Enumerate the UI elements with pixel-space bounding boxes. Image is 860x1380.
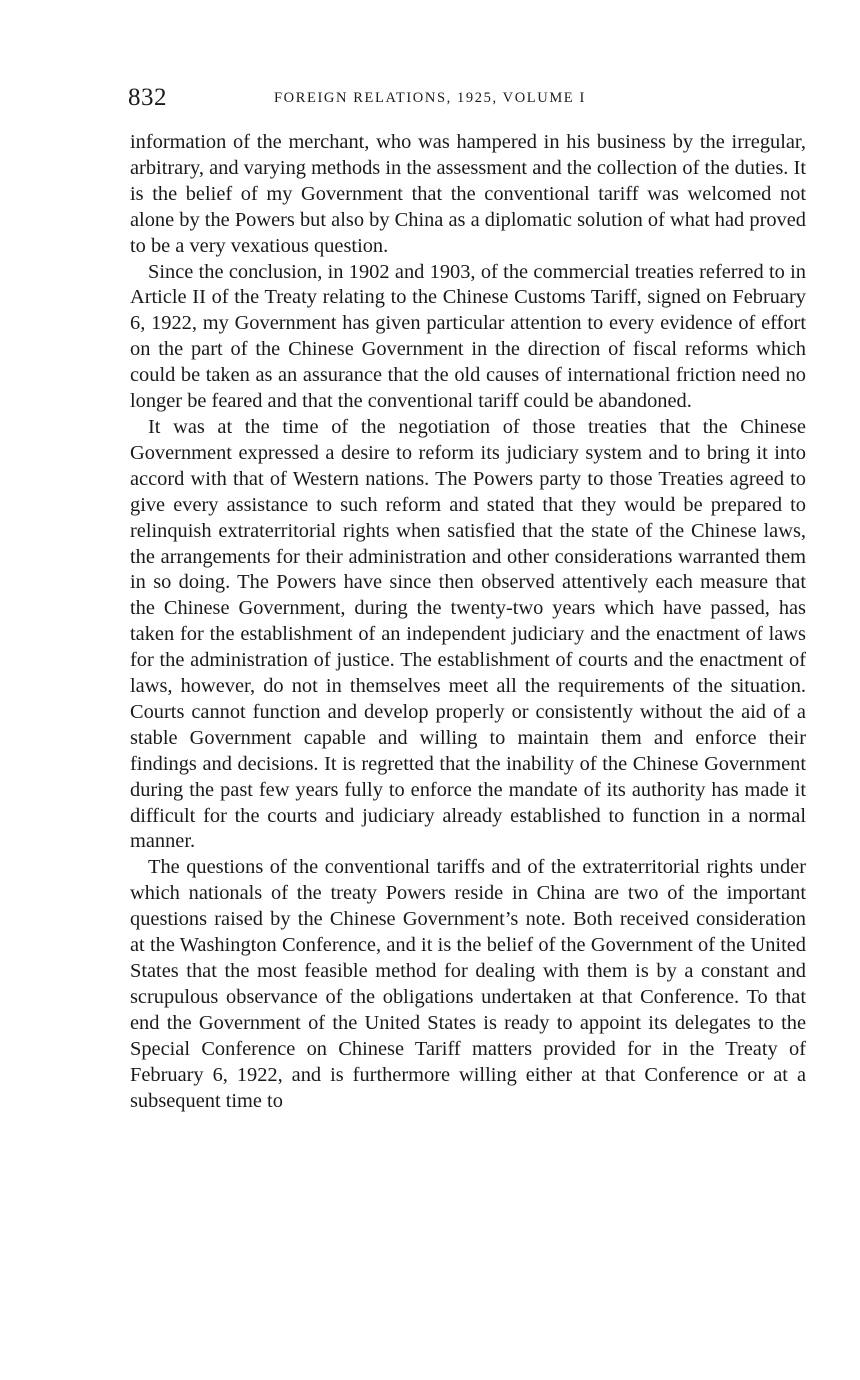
page-number: 832 [128,84,167,111]
paragraph-conventional-tariffs: The questions of the conventional tariffs and of the extraterritorial rights under which nationals of the treaty Powers reside in China are two of the important questions raised by the Chinese Government’s note. Both received consideration at the Washington Conference, and it is the belief of the Government of the United States that the most feasible method for dealing with them is by a constant and scrupulous observance of the obligations undertaken at that Conference. To that end the Government of the United States is ready to appoint its delegates to the Special Conference on Chinese Tariff matters provided for in the Treaty of February 6, 1922, and is furthermore willing either at that Conference or at a subsequent time to [130,856,806,1112]
paragraph-commercial-treaties: Since the conclusion, in 1902 and 1903, of the commercial treaties referred to in Article II of the Treaty relating to the Chinese Customs Tariff, signed on February 6, 1922, my Government has given particular attention to every evidence of effort on the part of the Chinese Government in the direction of fiscal reforms which could be taken as an assurance that the old causes of international friction need no longer be feared and that the conventional tariff could be abandoned. [130,260,806,413]
running-head-title: FOREIGN RELATIONS, 1925, VOLUME I [274,90,586,106]
paragraph-judiciary-reform: It was at the time of the negotiation of those treaties that the Chinese Government expressed a desire to reform its judiciary system and to bring it into accord with that of Western nations. The Powers party to those Treaties agreed to give every assistance to such reform and stated that they would be prepared to relinquish extraterritorial rights when satisfied that the state of the Chinese laws, the arrangements for their administration and other considerations warranted them in so doing. The Powers have since then observed attentively each measure that the Chinese Government, during the twenty-two years which have passed, has taken for the establishment of an independent judiciary and the enactment of laws for the administration of justice. The establishment of courts and the enactment of laws, however, do not in themselves meet all the requirements of the situation. Courts cannot function and develop properly or consistently without the aid of a stable Government capable and willing to maintain them and enforce their findings and decisions. It is regretted that the inability of the Chinese Government during the past few years fully to enforce the mandate of its authority has made it difficult for the courts and judiciary already established to function in a normal manner. [130,415,806,853]
running-head [128,84,808,114]
body-text [130,130,806,1114]
paragraph-continuation: information of the merchant, who was hampered in his business by the irregular, arbitrary, and varying methods in the assessment and the collection of the duties. It is the belief of my Government that the conventional tariff was welcomed not alone by the Powers but also by China as a diplomatic solution of what had proved to be a very vexatious question. [130,131,806,257]
